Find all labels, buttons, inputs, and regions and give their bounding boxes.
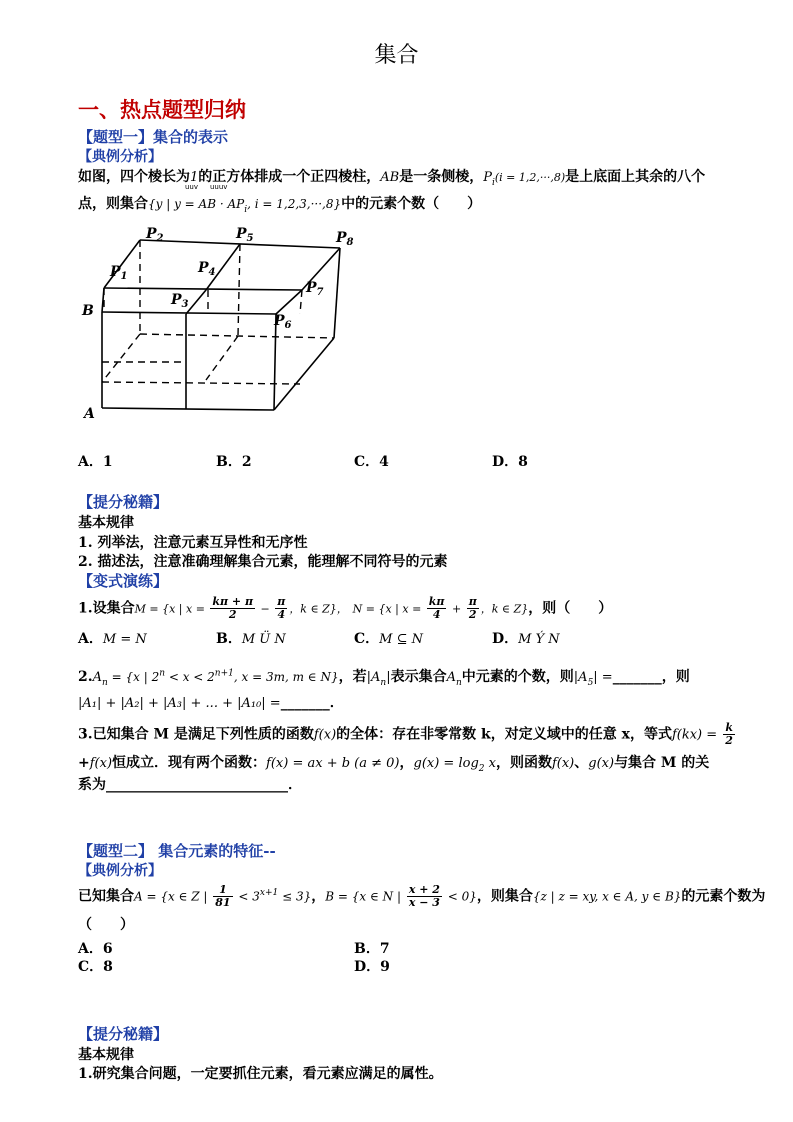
type2-option-a: A．6: [78, 941, 113, 957]
label-a: A: [84, 406, 95, 422]
section-heading: 一、热点题型归纳: [78, 97, 246, 122]
type1-question-line2: 点，则集合{y | y = AB · $AP_i$, i = 1,2,3,···,8}中的元素个数（ ）: [78, 196, 482, 215]
variant-q1-option-c: C．M ⊆ N: [354, 631, 423, 647]
type2-question: 已知集合A = {x ∈ Z | $\frac{1}{81}$ < $3^{x+1} \le 3$}，B = {x ∈ N | $\frac{x + 2}{x - 3}$ < 0}，则集合{z | z = xy, x ∈ A, y ∈ B}的元素个数为: [78, 883, 766, 909]
label-p4: $P_4$: [198, 260, 216, 278]
variant-heading: 【变式演练】: [78, 572, 169, 590]
tips1-item-2: 2. 描述法，注意准确理解集合元素，能理解不同符号的元素: [78, 554, 448, 570]
type2-option-c: C．8: [78, 959, 113, 975]
tips2-law: 基本规律: [78, 1047, 134, 1063]
type1-example-tag: 【典例分析】: [78, 149, 162, 165]
label-p8: $P_8$: [336, 230, 354, 248]
type1-option-a: A．1: [78, 454, 113, 470]
variant-q1-option-d: D．M Ý N: [492, 631, 560, 647]
variant-q1-option-a: A．M = N: [78, 631, 147, 647]
label-p2: $P_2$: [146, 226, 164, 244]
label-p7: $P_7$: [306, 280, 324, 298]
prism-figure: [78, 222, 368, 427]
tips1-law: 基本规律: [78, 515, 134, 531]
type1-option-b: B．2: [216, 454, 252, 470]
vector-mark-2: uuuv: [210, 183, 228, 191]
tips2-item-1: 1.研究集合问题，一定要抓住元素，看元素应满足的属性。: [78, 1066, 443, 1082]
type2-option-d: D．9: [354, 959, 390, 975]
variant-q3-line2: +f(x)恒成立．现有两个函数：f(x) = ax + b (a ≠ 0)，$g(x) = \log_2 x$，则函数f(x)、g(x)与集合 M 的关: [78, 755, 710, 774]
label-p5: $P_5$: [236, 226, 254, 244]
variant-q1: 1.设集合M = {x | x = $\frac{k\pi + \pi}{2}$ − $\frac{\pi}{4}$ ，k ∈ Z}， N = {x | x = $\frac{k\pi}{4}$ + $\frac{\pi}{2}$ ，k ∈ Z}，则（ ）: [78, 595, 613, 621]
type2-paren: （ ）: [78, 917, 134, 933]
variant-q1-option-b: B．M Ü N: [216, 631, 286, 647]
type2-heading: 【题型二】 集合元素的特征--: [78, 842, 276, 860]
label-p1: $P_1$: [110, 264, 128, 282]
label-b: B: [82, 303, 94, 319]
type1-option-d: D．8: [492, 454, 528, 470]
vector-mark-1: uuv: [185, 183, 199, 191]
page-title: 集合: [374, 43, 419, 68]
tips1-heading: 【提分秘籍】: [78, 493, 169, 511]
label-p3: $P_3$: [171, 292, 189, 310]
type1-heading: 【题型一】集合的表示: [78, 128, 229, 146]
tips2-heading: 【提分秘籍】: [78, 1025, 169, 1043]
variant-q2-line1: $2.A_n = \{x$ | $2^n < x < 2^{n+1}$, x = 3m, m ∈ N}，若$|A_n|$表示集合$A_n$中元素的个数，则$|A_5|$ =_______，则: [78, 668, 690, 688]
label-p6: $P_6$: [274, 313, 292, 331]
type2-example-tag: 【典例分析】: [78, 863, 162, 879]
variant-q3-line3: 系为__________________________．: [78, 777, 302, 793]
type1-option-c: C．4: [354, 454, 389, 470]
type2-option-b: B．7: [354, 941, 390, 957]
tips1-item-1: 1. 列举法，注意元素互异性和无序性: [78, 535, 308, 551]
type1-question-line1: 如图，四个棱长为1的正方体排成一个正四棱柱，AB是一条侧棱，$P_i(i = 1,2,\cdot\cdot\cdot,8)$是上底面上其余的八个: [78, 169, 706, 188]
variant-q3-line1: 3.已知集合 M 是满足下列性质的函数f(x)的全体：存在非零常数 k，对定义域中的任意 x，等式f(kx) = $\frac{k}{2}$: [78, 721, 733, 747]
variant-q2-line2: |A₁| + |A₂| + |A₃| + ... + |A₁₀| =_______．: [78, 695, 344, 711]
